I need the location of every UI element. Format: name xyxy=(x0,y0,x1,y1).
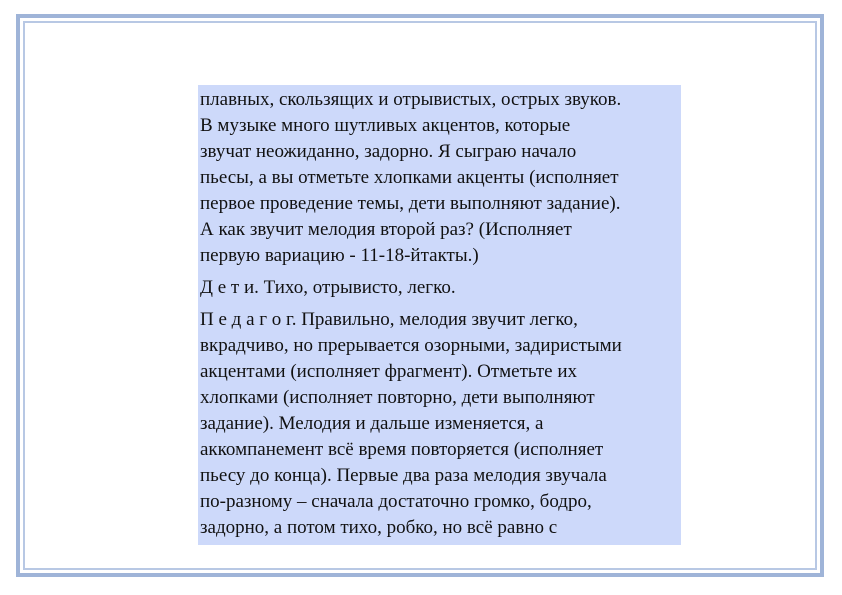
text-block xyxy=(198,85,681,545)
text-line: хлопками (исполняет повторно, дети выполняют xyxy=(200,387,595,408)
text-line: Д е т и. Тихо, отрывисто, легко. xyxy=(200,277,456,298)
text-line: задорно, а потом тихо, робко, но всё равно с xyxy=(200,517,558,538)
text-line: В музыке много шутливых акцентов, которые xyxy=(200,115,571,136)
text-line: аккомпанемент всё время повторяется (исполняет xyxy=(200,439,604,460)
text-line: звучат неожиданно, задорно. Я сыграю начало xyxy=(200,141,577,162)
text-line: вкрадчиво, но прерывается озорными, задиристыми xyxy=(200,335,622,356)
text-line: первое проведение темы, дети выполняют задание). xyxy=(200,193,621,214)
text-line: П е д а г о г. Правильно, мелодия звучит легко, xyxy=(200,309,578,330)
paragraph-teacher xyxy=(200,307,681,541)
text-line: задание). Мелодия и дальше изменяется, а xyxy=(200,413,544,434)
text-line: по-разному – сначала достаточно громко, бодро, xyxy=(200,491,592,512)
paragraph-narration xyxy=(200,87,681,269)
text-line: пьесы, а вы отметьте хлопками акценты (исполняет xyxy=(200,167,619,188)
paragraph-children-reply xyxy=(200,275,681,301)
text-line: А как звучит мелодия второй раз? (Исполняет xyxy=(200,219,572,240)
text-line: пьесу до конца). Первые два раза мелодия звучала xyxy=(200,465,607,486)
text-line: плавных, скользящих и отрывистых, острых звуков. xyxy=(200,89,622,110)
text-line: первую вариацию - 11-18-йтакты.) xyxy=(200,245,479,266)
text-line: акцентами (исполняет фрагмент). Отметьте их xyxy=(200,361,577,382)
